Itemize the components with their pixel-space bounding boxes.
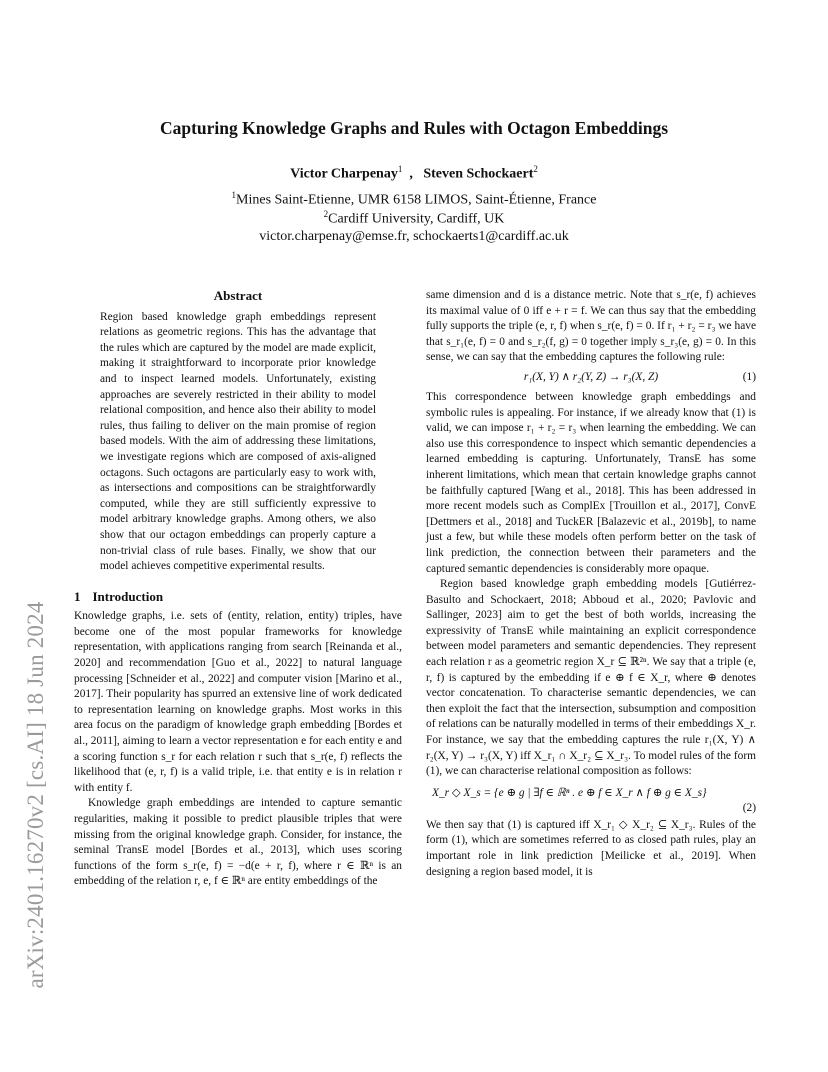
equation-1 bbox=[426, 366, 756, 390]
equation-number: (1) bbox=[742, 370, 756, 383]
equation-number: (2) bbox=[742, 801, 756, 814]
section-number: 1 bbox=[74, 588, 81, 604]
paper-title: Capturing Knowledge Graphs and Rules with Octagon Embeddings bbox=[159, 118, 669, 138]
equation-2 bbox=[426, 784, 756, 818]
left-column bbox=[74, 288, 402, 890]
author-name: Victor Charpenay bbox=[290, 166, 398, 182]
abstract-text: Region based knowledge graph embeddings represent relations as geometric regions. This has the advantage that the rules which are captured by the model are made explicit, making it straightforward to incorporate prior knowledge and to inspect learned models. Unfortunately, existing approaches are severely restricted in their ability to model relational composition, and hence also their ability to model rules, thus failing to deliver on the main promise of region based models. With the aim of addressing these limitations, we investigate regions which are composed of axis-aligned octagons. Such octagons are particularly easy to work with, as intersections and compositions can be straightforwardly computed, while they are still sufficiently expressive to model arbitrary knowledge graphs. Among others, we also show that our octagon embeddings can properly capture a non-trivial class of rule bases. Finally, we show that our model achieves competitive experimental results. bbox=[100, 310, 376, 573]
body-paragraph: We then say that (1) is captured iff X_r₁ ◇ X_r₂ ⊆ X_r₃. Rules of the form (1), which are sometimes referred to as closed path rules, play an important role in link prediction [Meilicke et al., 2019]. When designing a region based model, it is bbox=[426, 818, 756, 878]
author-emails bbox=[0, 229, 828, 245]
arxiv-stamp-text: arXiv:2401.16270v2 [cs.AI] 18 Jun 2024 bbox=[23, 601, 48, 989]
right-column bbox=[426, 288, 756, 880]
intro-paragraph: Knowledge graph embeddings are intended to capture semantic regularities, making it possible to predict plausible triples that were missing from the original knowledge graph. Consider, for instance, the seminal TransE model [Bordes et al., 2013], which uses scoring functions of the form s_r(e, f) = −d(e + r, f), where r ∈ ℝⁿ is an embedding of the relation r, e, f ∈ ℝⁿ are entity embeddings of the bbox=[74, 797, 402, 888]
body-paragraph: Region based knowledge graph embedding models [Gutiérrez-Basulto and Schockaert, 2018; Abboud et al., 2020; Pavlovic and Sallinger, 2023] aim to get the best of both worlds, increasing the expressivity of TransE while maintaining an explicit correspondence between model parameters and semantic dependencies. They represent each relation r as a geometric region X_r ⊆ ℝ²ⁿ. We say that a triple (e, r, f) is captured by the embedding if e ⊕ f ∈ X_r, where ⊕ denotes vector concatenation. To characterise semantic dependencies, we can then exploit the fact that the intersection, subsumption and composition of relations can be naturally modelled in terms of their embeddings X_r. For instance, we say that the embedding captures the rule r₁(X, Y) ∧ r₂(X, Y) → r₃(X, Y) iff X_r₁ ∩ X_r₂ ⊆ X_r₃. To model rules of the form (1), we can characterise relational composition as follows: bbox=[426, 578, 756, 778]
arxiv-identifier-stamp bbox=[12, 305, 60, 989]
author-name: Steven Schockaert bbox=[423, 166, 534, 182]
affiliation-text: Mines Saint-Etienne, UMR 6158 LIMOS, Saint-Étienne, France bbox=[236, 192, 597, 208]
affiliation-mark: 1 bbox=[231, 190, 237, 200]
author-affil-mark: 2 bbox=[533, 164, 538, 174]
affiliation-text: Cardiff University, Cardiff, UK bbox=[328, 211, 505, 227]
body-paragraph: same dimension and d is a distance metric. Note that s_r(e, f) achieves its maximal value of 0 iff e + r = f. We can thus say that the embedding fully supports the triple (e, r, f) when s_r(e, f) = 0. If r₁ + r₂ = r₃ we have that s_r₁(e, f) = 0 and s_r₂(f, g) = 0 together imply s_r₃(e, g) = 0. In this sense, we can say that the embedding captures the following rule: bbox=[426, 289, 756, 364]
body-paragraph: This correspondence between knowledge graph embeddings and symbolic rules is appealing. For instance, if we already know that (1) is valid, we can impose r₁ + r₂ = r₃ when learning the embedding. We can also use this correspondence to inspect which semantic dependencies a learned embedding is capturing. Unfortunately, TransE has some inherent limitations, which mean that certain knowledge graphs cannot be faithfully captured [Wang et al., 2018]. This has been addressed in more recent models such as ComplEx [Trouillon et al., 2017], ConvE [Dettmers et al., 2018] and TuckER [Balazevic et al., 2019b], to name just a few, but while these models often perform better on the task of link prediction, the connection between their parameters and the captured semantic dependencies is considerably more opaque. bbox=[426, 390, 756, 575]
equation-expression: X_r ◇ X_s = {e ⊕ g | ∃f ∈ ℝⁿ . e ⊕ f ∈ X_r ∧ f ⊕ g ∈ X_s} bbox=[432, 786, 707, 799]
author-affil-mark: 1 bbox=[397, 164, 403, 174]
affiliation-mark: 2 bbox=[323, 209, 329, 219]
affiliation-2 bbox=[0, 209, 828, 228]
author-line: Victor Charpenay$^1$ , Steven Schockaert$^2$ bbox=[290, 164, 538, 182]
intro-paragraph: Knowledge graphs, i.e. sets of (entity, relation, entity) triples, have become one of the most popular frameworks for knowledge representation, with applications ranging from search [Reinanda et al., 2020] and recommendation [Guo et al., 2022] to natural language processing [Schneider et al., 2022] and computer vision [Marino et al., 2017]. Their popularity has spurred an extensive line of work dedicated to representation learning on knowledge graphs. Most works in this area focus on the paradigm of knowledge graph embedding [Bordes et al., 2011], aiming to learn a vector representation e for each entity e and a scoring function s_r for each relation r such that s_r(e, f) reflects the likelihood that (e, r, f) is a valid triple, i.e. that entity e is in relation r with entity f. bbox=[74, 610, 402, 794]
section-heading bbox=[74, 589, 402, 605]
email-text: victor.charpenay@emse.fr, schockaerts1@cardiff.ac.uk bbox=[259, 229, 569, 244]
section-title: Introduction bbox=[92, 588, 164, 604]
equation-expression: r₁(X, Y) ∧ r₂(Y, Z) → r₃(X, Z) bbox=[523, 370, 659, 383]
abstract-heading: Abstract bbox=[213, 288, 263, 303]
affiliation-1 bbox=[0, 190, 828, 209]
